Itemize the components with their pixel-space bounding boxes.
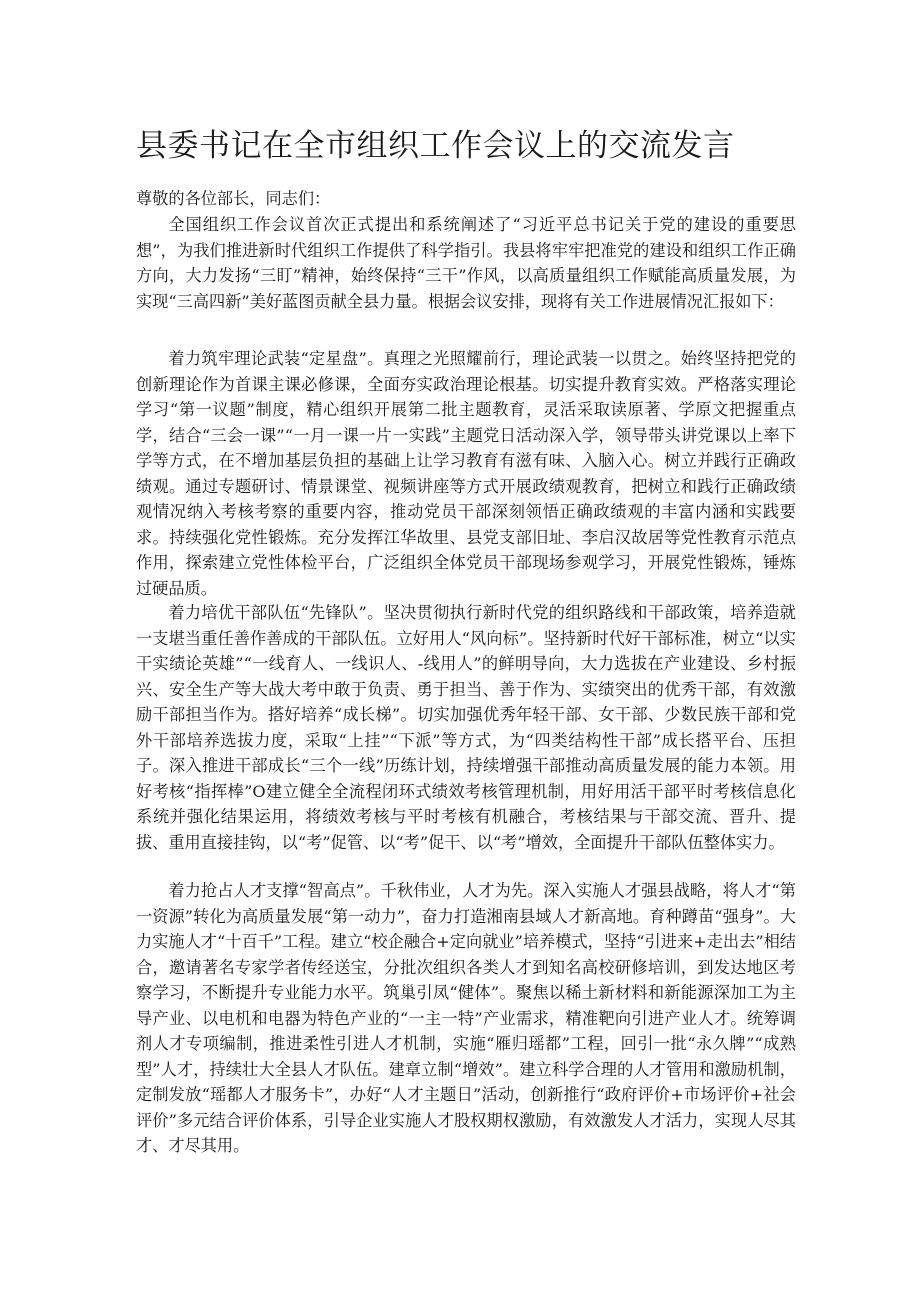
paragraph-cadres: 着力培优干部队伍“先锋队”。坚决贯彻执行新时代党的组织路线和干部政策，培养造就一支堪当重任善作善成的干部队伍。立好用人“风向标”。坚持新时代好干部标准，树立“以实干实绩论英雄”“一线育人、一线识人、-线用人”的鲜明导向，大力选拔在产业建设、乡村振兴、安全生产等大战大考中敢于负责、勇于担当、善于作为、实绩突出的优秀干部，有效激励干部担当作为。搭好培养“成长梯”。切实加强优秀年轻干部、女干部、少数民族干部和党外干部培养选拔力度，采取“上挂”“下派”等方式，为“四类结构性干部”成长搭平台、压担子。深入推进干部成长“三个一线”历练计划，持续增强干部推动高质量发展的能力本领。用好考核“指挥棒”O建立健全全流程闭环式绩效考核管理机制，用好用活干部平时考核信息化系统并强化结果运用，将绩效考核与平时考核有机融合，考核结果与干部交流、晋升、提拔、重用直接挂钩，以“考”促管、以“考”促干、以“考”增效，全面提升干部队伍整体实力。	[136, 603, 796, 852]
paragraph-talent: 着力抢占人才支撑“智高点”。千秋伟业，人才为先。深入实施人才强县战略，将人才“第一资源”转化为高质量发展“第一动力”，奋力打造湘南县域人才新高地。育种蹲苗“强身”。大力实施人才“十百千”工程。建立“校企融合+定向就业”培养模式，坚持“引进来+走出去”相结合，邀请著名专家学者传经送宝，分批次组织各类人才到知名高校研修培训，到发达地区考察学习，不断提升专业能力水平。筑巢引凤“健体”。聚焦以稀土新材料和新能源深加工为主导产业、以电机和电器为特色产业的“一主一特”产业需求，精准靶向引进产业人才。统筹调剂人才专项编制，推进柔性引进人才机制，实施“雁归瑶都”工程，回引一批“永久牌”“成熟型”人才，持续壮大全县人才队伍。建章立制“增效”。建立科学合理的人才管用和激励机制，定制发放“瑶都人才服务卡”，办好“人才主题日”活动，创新推行“政府评价+市场评价+社会评价”多元结合评价体系，引导企业实施人才股权期权激励，有效激发人才活力，实现人尽其才、才尽其用。	[136, 881, 796, 1155]
paragraph-theory: 着力筑牢理论武装“定星盘”。真理之光照耀前行，理论武装一以贯之。始终坚持把党的创新理论作为首课主课必修课，全面夯实政治理论根基。切实提升教育实效。严格落实理论学习“第一议题”制度，精心组织开展第二批主题教育，灵活采取读原著、学原文把握重点学，结合“三会一课”“一月一课一片一实践”主题党日活动深入学，领导带头讲党课以上率下学等方式，在不增加基层负担的基础上让学习教育有滋有味、入脑入心。树立并践行正确政绩观。通过专题研讨、情景课堂、视频讲座等方式开展政绩观教育，把树立和践行正确政绩观情况纳入考核考察的重要内容，推动党员干部深刻领悟正确政绩观的丰富内涵和实践要求。持续强化党性锻炼。充分发挥江华故里、县党支部旧址、李启汉故居等党性教育示范点作用，探索建立党性体检平台，广泛组织全体党员干部现场参观学习，开展党性锻炼，锤炼过硬品质。	[136, 349, 796, 598]
salutation: 尊敬的各位部长，同志们：	[136, 189, 331, 208]
paragraph-introduction: 全国组织工作会议首次正式提出和系统阐述了“习近平总书记关于党的建设的重要思想”，为我们推进新时代组织工作提供了科学指引。我县将牢牢把准党的建设和组织工作正确方向，大力发扬“三盯”精神，始终保持“三干”作风，以高质量组织工作赋能高质量发展，为实现“三高四新”美好蓝图贡献全县力量。根据会议安排，现将有关工作进展情况汇报如下：	[136, 215, 796, 311]
document-title: 县委书记在全市组织工作会议上的交流发言	[136, 128, 735, 164]
